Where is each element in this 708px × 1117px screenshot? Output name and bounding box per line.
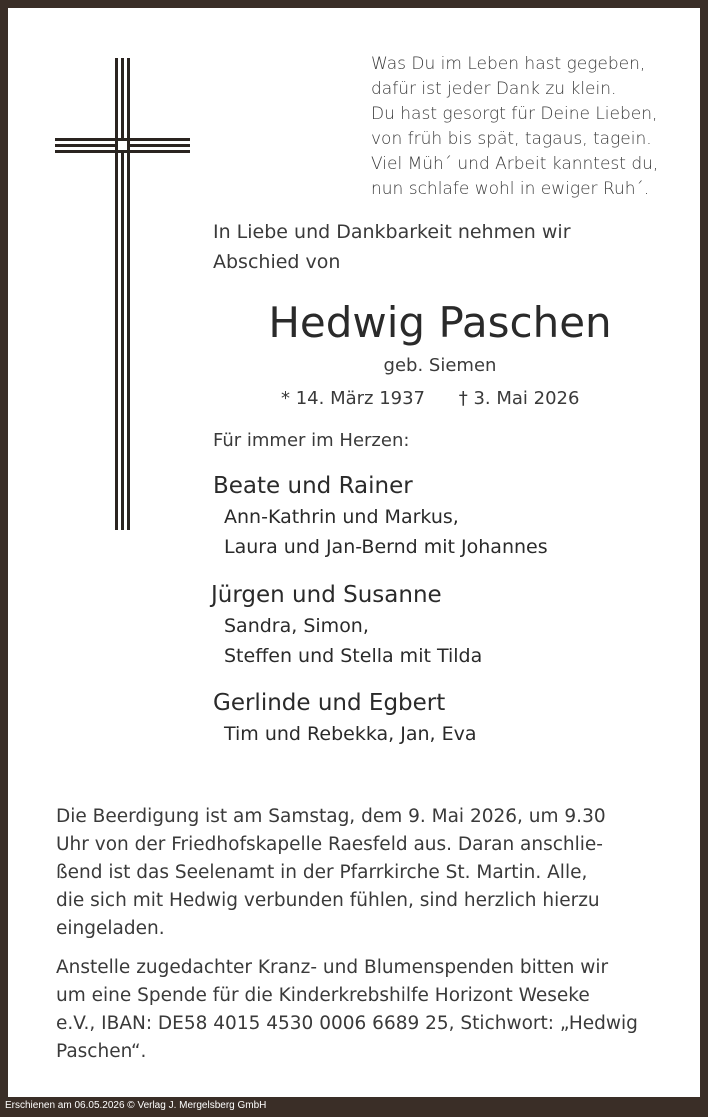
maiden-name: geb. Siemen [383,355,497,376]
cross-icon [55,58,190,530]
funeral-line: Die Beerdigung ist am Samstag, dem 9. Mai 2026, um 9.30 [56,806,606,827]
family-member-line: Sandra, Simon, [224,615,369,637]
poem-line: Viel Müh´ und Arbeit kanntest du, [371,154,659,174]
donation-line: Anstelle zugedachter Kranz- und Blumenspenden bitten wir [56,957,609,978]
family-head: Jürgen und Susanne [211,582,442,608]
intro-line: In Liebe und Dankbarkeit nehmen wir [213,221,571,243]
donation-paragraph [56,954,656,1066]
funeral-line: Uhr von der Friedhofskapelle Raesfeld aus. Daran anschlie- [56,834,603,855]
funeral-line: ßend ist das Seelenamt in der Pfarrkirche St. Martin. Alle, [56,862,588,883]
poem-line: dafür ist jeder Dank zu klein. [371,79,617,99]
family-head: Gerlinde und Egbert [213,690,446,716]
poem-line: von früh bis spät, tagaus, tagein. [371,129,652,149]
birth-date: * 14. März 1937 [281,388,426,409]
donation-line: e.V., IBAN: DE58 4015 4530 0006 6689 25, Stichwort: „Hedwig [56,1013,638,1034]
family-member-line: Laura und Jan-Bernd mit Johannes [224,536,548,558]
family-group [213,470,693,562]
funeral-line: die sich mit Hedwig verbunden fühlen, sind herzlich hierzu [56,890,600,911]
donation-line: Paschen“. [56,1041,147,1062]
funeral-line: eingeladen. [56,918,165,939]
life-dates [281,385,681,413]
intro-line: Abschied von [213,251,341,273]
heart-line: Für immer im Herzen: [213,430,410,451]
publication-footer: Erschienen am 06.05.2026 © Verlag J. Mergelsberg GmbH [5,1100,267,1111]
poem-line: Du hast gesorgt für Deine Lieben, [371,104,658,124]
poem [371,52,701,202]
deceased-name: Hedwig Paschen [268,298,612,347]
family-member-line: Tim und Rebekka, Jan, Eva [224,723,477,745]
donation-line: um eine Spende für die Kinderkrebshilfe Horizont Weseke [56,985,590,1006]
death-date: † 3. Mai 2026 [458,388,580,409]
family-group [213,687,693,749]
intro-text [213,217,683,277]
funeral-paragraph [56,803,656,943]
poem-line: nun schlafe wohl in ewiger Ruh´. [371,179,650,199]
family-member-line: Steffen und Stella mit Tilda [224,645,483,667]
obituary-notice [8,8,700,1097]
family-member-line: Ann-Kathrin und Markus, [224,506,459,528]
family-head: Beate und Rainer [213,473,413,499]
poem-line: Was Du im Leben hast gegeben, [371,54,646,74]
family-group [213,579,693,671]
